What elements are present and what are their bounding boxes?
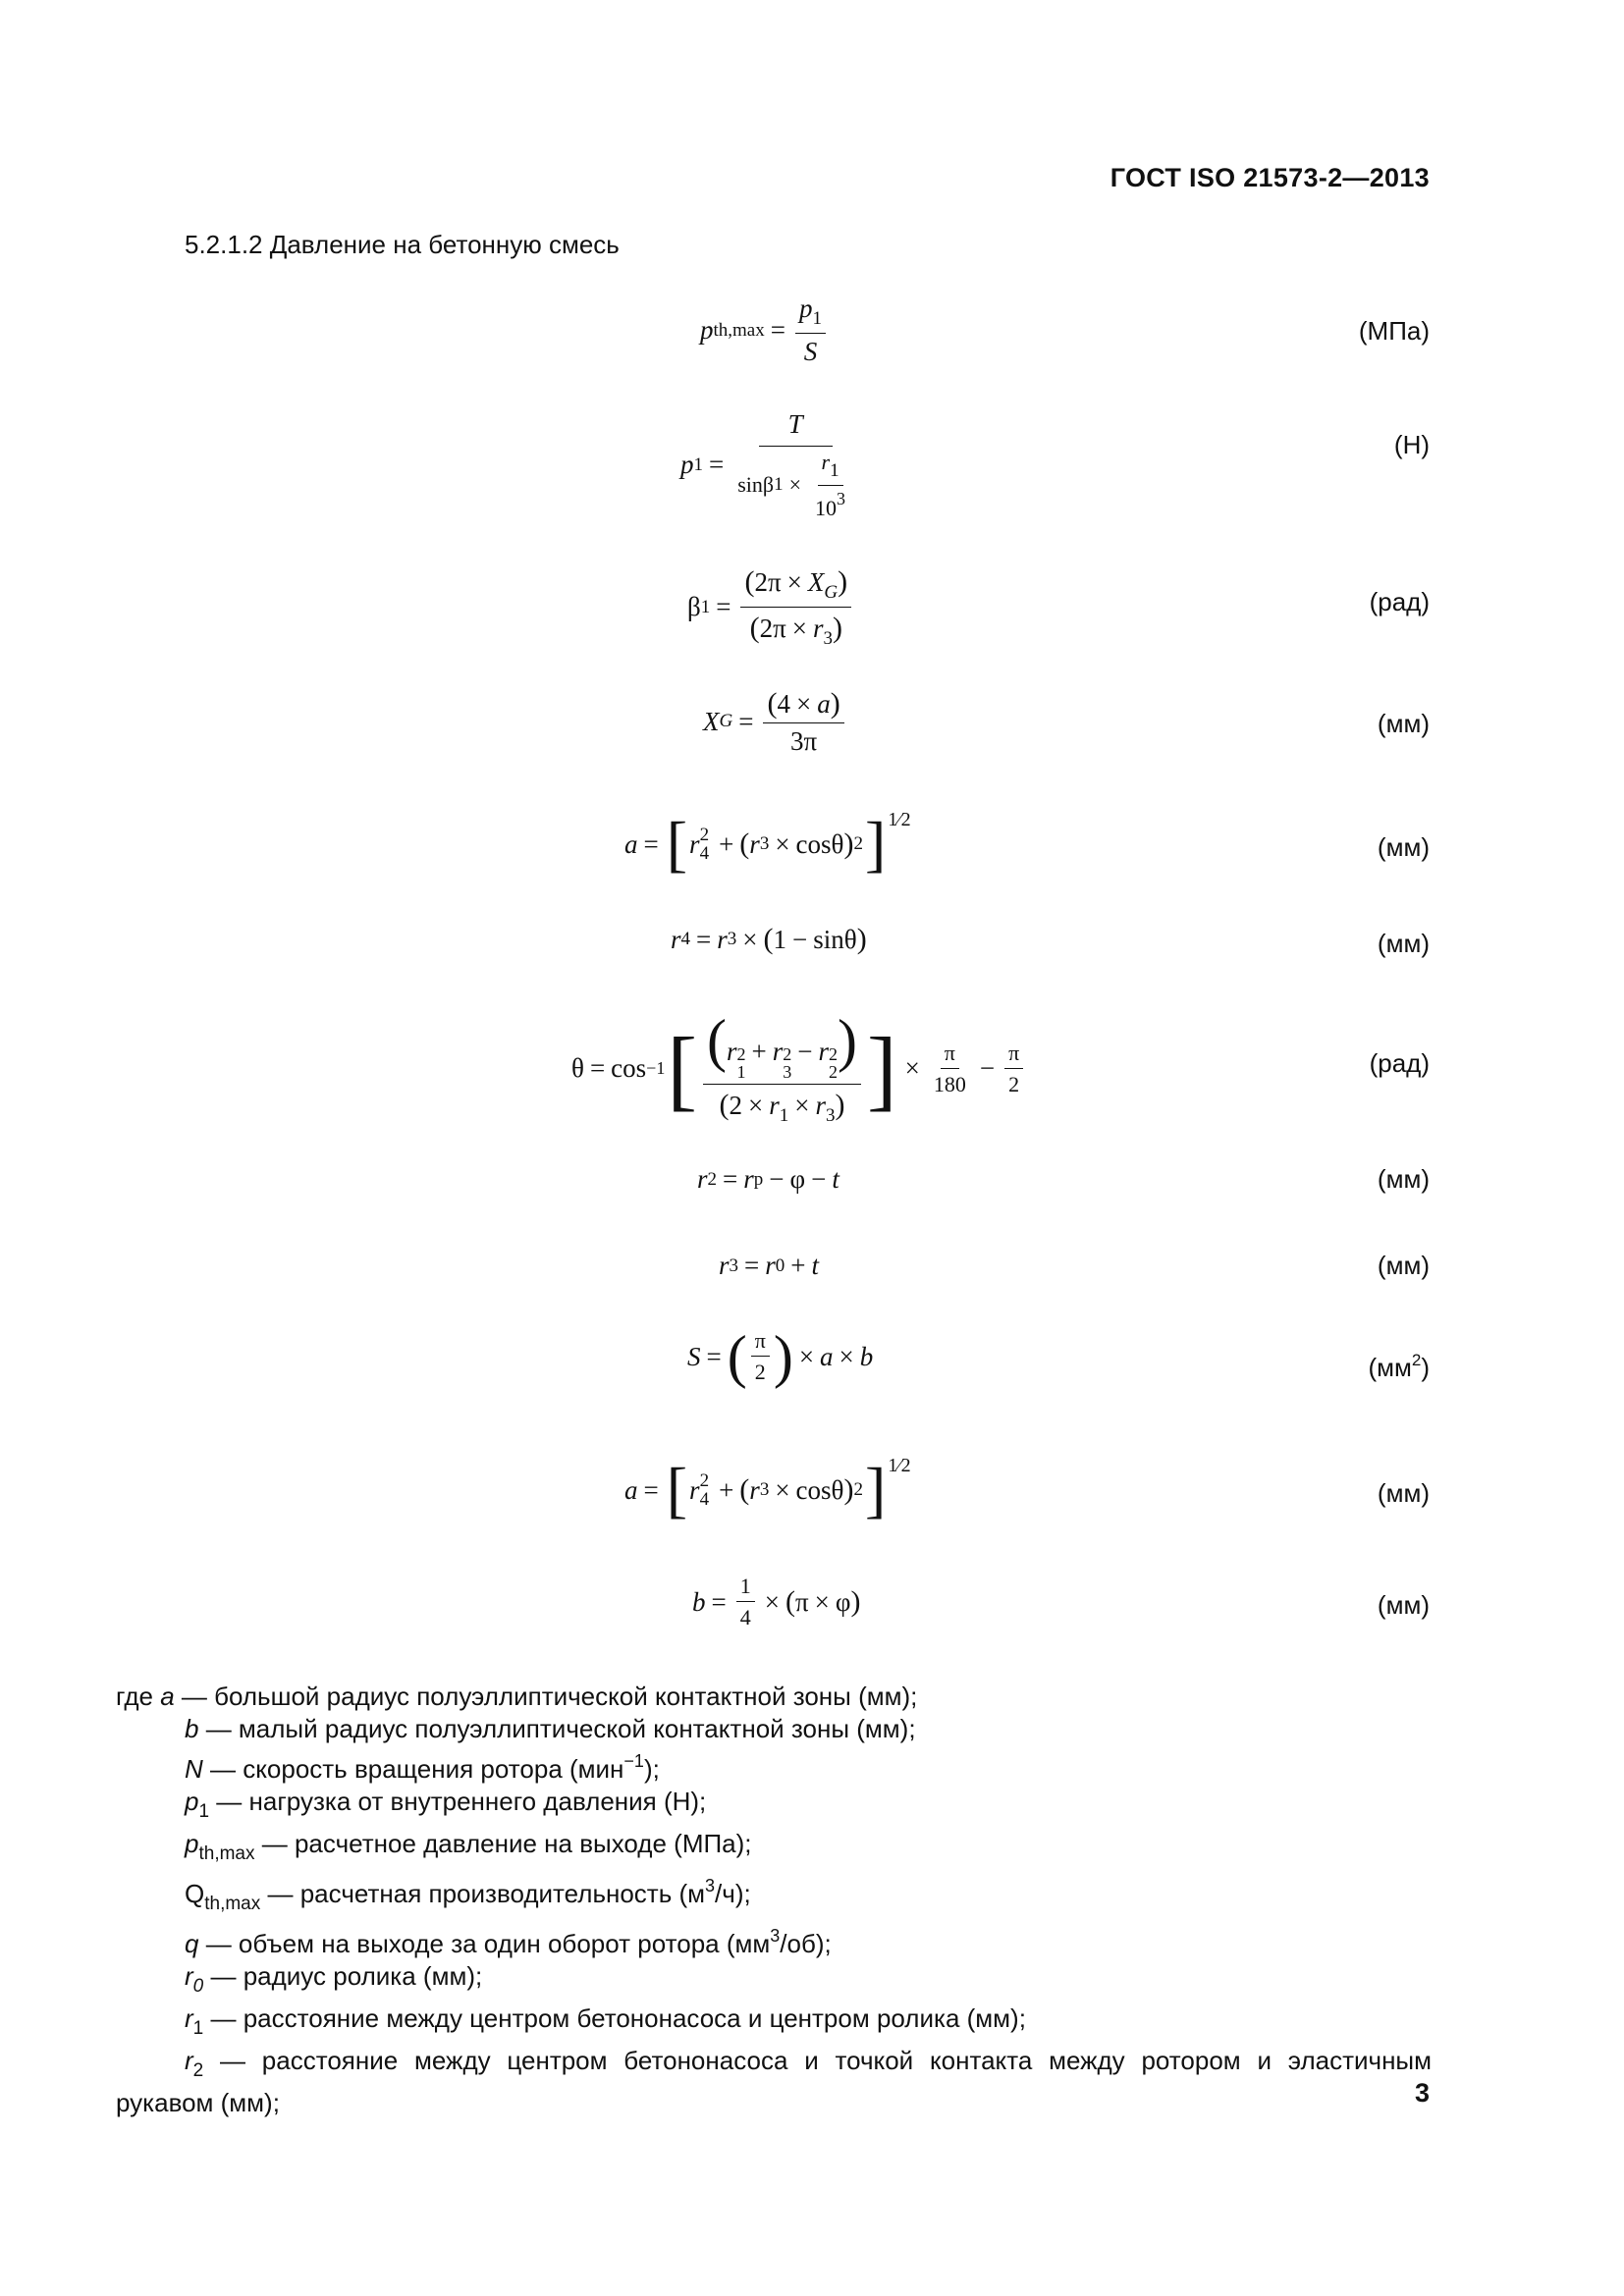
formula: X G = $\frac{(4 \times a)}{3\pi}$ [703,687,848,757]
unit-label: (МПа) [1358,316,1430,346]
definition-r2: $r_2$ — расстояние между центром бетононасоса и точкой контакта между ротором и эластичным [185,2046,1432,2081]
page-number: 3 [1414,2078,1430,2108]
unit-label: (мм) [1377,1164,1430,1194]
definition-r1: $r_1$ — расстояние между центром бетононасоса и центром ролика (мм); [185,2003,1026,2039]
formula: p th,max = $\frac{p_1}{S}$ [700,294,830,367]
definition-q: q — объем на выходе за один оборот ротора $(мм^3/об)$; [185,1926,832,1958]
definition-p-th-max: $p_{th,max}$ — расчетное давление на выходе (МПа); [185,1829,752,1864]
formula: r 2 = r p − φ − t [697,1164,839,1194]
unit-label: (мм) [1377,709,1430,738]
formula: a = [ r 2 4 + ( r 3 × cosθ ) 2 ] 1⁄2 [624,809,911,879]
unit-label: (мм) [1377,1251,1430,1280]
unit-label: (рад) [1369,1048,1430,1078]
unit-close: ) [1421,1353,1430,1382]
definition-p1: $p_1$ — нагрузка от внутреннего давления (Н); [185,1787,707,1822]
unit-label: (рад) [1369,587,1430,616]
definition-r2-continuation: рукавом (мм); [116,2088,280,2117]
formula: β 1 = $\frac{(2\pi \times X_G)}{(2\pi \times r_3)}$ [687,565,855,650]
formula: a = [ r 2 4 + ( r 3 × cosθ ) 2 ] 1⁄2 [624,1455,911,1524]
formula: r 3 = r 0 + t [719,1251,820,1280]
formula: b = $\frac{1}{4}$ × ( π × φ ) [692,1574,861,1630]
section-title: 5.2.1.2 Давление на бетонную смесь [185,230,620,259]
unit-label: $(мм^2)$ [1368,1351,1430,1382]
definition-n: N — скорость вращения ротора (мин$^{-1}$); [185,1751,660,1784]
definition-b: b — малый радиус полуэллиптической контактной зоны (мм); [185,1714,916,1743]
unit-label: (мм) [1377,832,1430,862]
unit-label: (Н) [1393,430,1430,459]
formula: p 1 = T sinβ 1 × $\frac{r1}{10^3}$ [680,409,846,520]
definition-r0: $r_0$ — радиус ролика (мм); [185,1961,483,1997]
formula: θ = cos −1 [ (r 2 1 + r 2 3 − r 2 2 ) $(2 \times r_1 \times r_3)$ ] × $\frac{\pi}{180}$ − $\frac{\pi}{2}$ [571,1011,1027,1127]
unit-label: (мм) [1377,1590,1430,1620]
unit-label: (мм) [1377,1478,1430,1508]
unit-label: (мм) [1377,929,1430,958]
definition-q-th-max: $Q_{th,max}$ — расчетная производительность $(м^3/ч)$; [185,1876,751,1914]
definition-a: где a — большой радиус полуэллиптической контактной зоны (мм); [116,1682,918,1711]
unit-base: (мм [1368,1353,1412,1382]
variable-definitions [116,1681,1432,2119]
formula: S = ( $\frac{\pi}{2}$ ) × a × b [687,1324,874,1389]
formula: r 4 = r 3 × ( 1 − sinθ ) [671,923,867,955]
document-header: ГОСТ ISO 21573-2—2013 [1110,163,1430,192]
